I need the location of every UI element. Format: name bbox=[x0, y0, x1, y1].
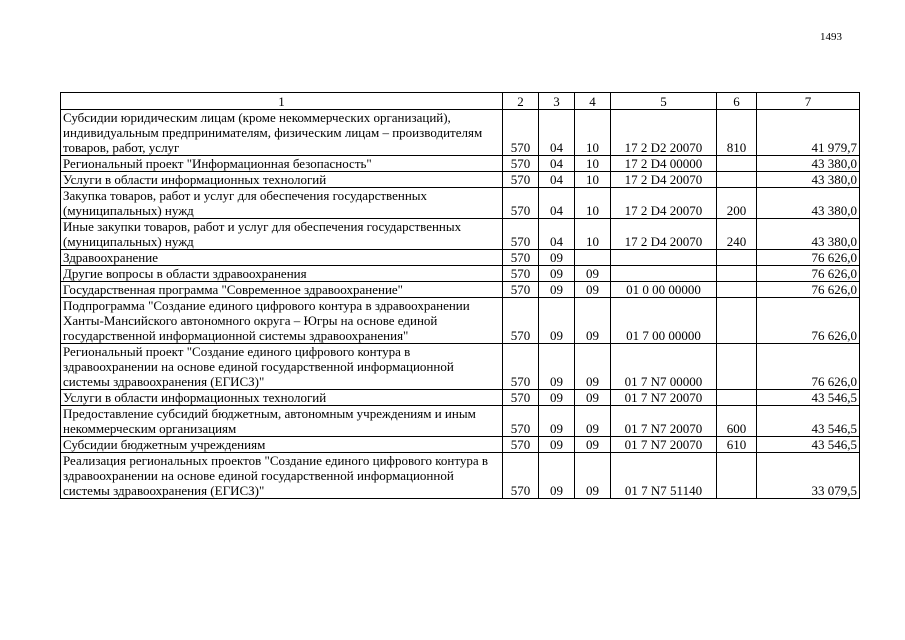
row-code-5: 01 7 00 00000 bbox=[611, 298, 717, 344]
row-name: Реализация региональных проектов "Создание единого цифрового контура в здравоохранении на основе единой государственной информационной системы здравоохранения (ЕГИСЗ)" bbox=[61, 453, 503, 499]
row-code-4: 10 bbox=[575, 156, 611, 172]
row-code-3: 04 bbox=[539, 110, 575, 156]
row-sum: 43 380,0 bbox=[757, 219, 860, 250]
table-row bbox=[61, 156, 860, 172]
row-code-2: 570 bbox=[503, 156, 539, 172]
row-code-5: 17 2 D4 00000 bbox=[611, 156, 717, 172]
row-code-3: 09 bbox=[539, 344, 575, 390]
row-code-6 bbox=[717, 453, 757, 499]
row-code-6 bbox=[717, 344, 757, 390]
table-row bbox=[61, 453, 860, 499]
row-name: Услуги в области информационных технологий bbox=[61, 172, 503, 188]
row-code-2: 570 bbox=[503, 250, 539, 266]
row-code-5: 17 2 D4 20070 bbox=[611, 188, 717, 219]
row-code-4: 10 bbox=[575, 172, 611, 188]
row-code-6 bbox=[717, 282, 757, 298]
row-code-4: 09 bbox=[575, 344, 611, 390]
table-row bbox=[61, 282, 860, 298]
row-code-3: 04 bbox=[539, 219, 575, 250]
row-code-2: 570 bbox=[503, 172, 539, 188]
row-code-6 bbox=[717, 156, 757, 172]
table-row bbox=[61, 250, 860, 266]
header-col-3: 3 bbox=[539, 93, 575, 110]
row-code-2: 570 bbox=[503, 453, 539, 499]
row-name: Другие вопросы в области здравоохранения bbox=[61, 266, 503, 282]
row-code-4: 10 bbox=[575, 219, 611, 250]
row-code-4: 09 bbox=[575, 437, 611, 453]
row-code-5: 17 2 D2 20070 bbox=[611, 110, 717, 156]
row-code-2: 570 bbox=[503, 282, 539, 298]
row-name: Иные закупки товаров, работ и услуг для обеспечения государственных (муниципальных) нужд bbox=[61, 219, 503, 250]
row-name: Подпрограмма "Создание единого цифрового контура в здравоохранении Ханты-Мансийского автономного округа – Югры на основе единой государственной информационной системы здравоохранения" bbox=[61, 298, 503, 344]
row-name: Закупка товаров, работ и услуг для обеспечения государственных (муниципальных) нужд bbox=[61, 188, 503, 219]
header-col-4: 4 bbox=[575, 93, 611, 110]
row-sum: 43 380,0 bbox=[757, 172, 860, 188]
row-code-6: 240 bbox=[717, 219, 757, 250]
row-name: Здравоохранение bbox=[61, 250, 503, 266]
row-code-6: 810 bbox=[717, 110, 757, 156]
row-code-3: 09 bbox=[539, 266, 575, 282]
row-sum: 43 546,5 bbox=[757, 406, 860, 437]
row-code-3: 04 bbox=[539, 156, 575, 172]
row-sum: 43 546,5 bbox=[757, 390, 860, 406]
row-sum: 76 626,0 bbox=[757, 298, 860, 344]
row-code-6: 610 bbox=[717, 437, 757, 453]
header-col-1: 1 bbox=[61, 93, 503, 110]
table-row bbox=[61, 219, 860, 250]
row-sum: 43 380,0 bbox=[757, 188, 860, 219]
row-code-5: 01 7 N7 00000 bbox=[611, 344, 717, 390]
row-code-4 bbox=[575, 250, 611, 266]
row-code-3: 09 bbox=[539, 453, 575, 499]
row-name: Государственная программа "Современное здравоохранение" bbox=[61, 282, 503, 298]
row-code-2: 570 bbox=[503, 390, 539, 406]
row-code-4: 09 bbox=[575, 390, 611, 406]
row-code-5: 01 7 N7 51140 bbox=[611, 453, 717, 499]
row-code-3: 04 bbox=[539, 188, 575, 219]
row-code-5: 17 2 D4 20070 bbox=[611, 172, 717, 188]
row-code-4: 09 bbox=[575, 406, 611, 437]
row-code-5: 01 7 N7 20070 bbox=[611, 437, 717, 453]
table-header-row bbox=[61, 93, 860, 110]
row-code-3: 09 bbox=[539, 437, 575, 453]
budget-table bbox=[60, 92, 860, 499]
table-row bbox=[61, 188, 860, 219]
header-col-6: 6 bbox=[717, 93, 757, 110]
row-code-2: 570 bbox=[503, 110, 539, 156]
table-row bbox=[61, 298, 860, 344]
row-code-4: 10 bbox=[575, 188, 611, 219]
table-row bbox=[61, 437, 860, 453]
row-code-3: 09 bbox=[539, 298, 575, 344]
row-name: Предоставление субсидий бюджетным, автономным учреждениям и иным некоммерческим организациям bbox=[61, 406, 503, 437]
row-code-2: 570 bbox=[503, 266, 539, 282]
row-name: Региональный проект "Создание единого цифрового контура в здравоохранении на основе единой государственной информационной системы здравоохранения (ЕГИСЗ)" bbox=[61, 344, 503, 390]
row-code-5: 01 0 00 00000 bbox=[611, 282, 717, 298]
row-code-3: 04 bbox=[539, 172, 575, 188]
row-name: Региональный проект "Информационная безопасность" bbox=[61, 156, 503, 172]
row-code-6: 600 bbox=[717, 406, 757, 437]
table-row bbox=[61, 110, 860, 156]
row-code-5 bbox=[611, 250, 717, 266]
row-code-2: 570 bbox=[503, 344, 539, 390]
header-col-5: 5 bbox=[611, 93, 717, 110]
row-code-5: 01 7 N7 20070 bbox=[611, 406, 717, 437]
row-code-2: 570 bbox=[503, 437, 539, 453]
row-sum: 41 979,7 bbox=[757, 110, 860, 156]
row-name: Субсидии бюджетным учреждениям bbox=[61, 437, 503, 453]
row-code-3: 09 bbox=[539, 406, 575, 437]
row-name: Субсидии юридическим лицам (кроме некоммерческих организаций), индивидуальным предпринимателям, физическим лицам – производителям товаров, работ, услуг bbox=[61, 110, 503, 156]
row-code-2: 570 bbox=[503, 298, 539, 344]
row-sum: 76 626,0 bbox=[757, 250, 860, 266]
row-sum: 76 626,0 bbox=[757, 266, 860, 282]
row-sum: 76 626,0 bbox=[757, 282, 860, 298]
row-code-4: 10 bbox=[575, 110, 611, 156]
row-code-6 bbox=[717, 250, 757, 266]
row-code-6: 200 bbox=[717, 188, 757, 219]
row-code-4: 09 bbox=[575, 298, 611, 344]
row-code-2: 570 bbox=[503, 406, 539, 437]
table-row bbox=[61, 390, 860, 406]
row-code-3: 09 bbox=[539, 390, 575, 406]
row-sum: 76 626,0 bbox=[757, 344, 860, 390]
row-code-4: 09 bbox=[575, 453, 611, 499]
row-sum: 43 380,0 bbox=[757, 156, 860, 172]
row-code-4: 09 bbox=[575, 282, 611, 298]
row-code-6 bbox=[717, 298, 757, 344]
row-code-3: 09 bbox=[539, 250, 575, 266]
row-code-4: 09 bbox=[575, 266, 611, 282]
page-number: 1493 bbox=[820, 31, 842, 43]
table-row bbox=[61, 344, 860, 390]
header-col-2: 2 bbox=[503, 93, 539, 110]
row-code-3: 09 bbox=[539, 282, 575, 298]
row-code-5 bbox=[611, 266, 717, 282]
row-code-5: 01 7 N7 20070 bbox=[611, 390, 717, 406]
row-code-6 bbox=[717, 266, 757, 282]
row-code-6 bbox=[717, 172, 757, 188]
row-sum: 33 079,5 bbox=[757, 453, 860, 499]
row-code-5: 17 2 D4 20070 bbox=[611, 219, 717, 250]
row-code-2: 570 bbox=[503, 188, 539, 219]
row-code-2: 570 bbox=[503, 219, 539, 250]
table-row bbox=[61, 406, 860, 437]
row-code-6 bbox=[717, 390, 757, 406]
table-row bbox=[61, 172, 860, 188]
table-row bbox=[61, 266, 860, 282]
row-sum: 43 546,5 bbox=[757, 437, 860, 453]
header-col-7: 7 bbox=[757, 93, 860, 110]
row-name: Услуги в области информационных технологий bbox=[61, 390, 503, 406]
